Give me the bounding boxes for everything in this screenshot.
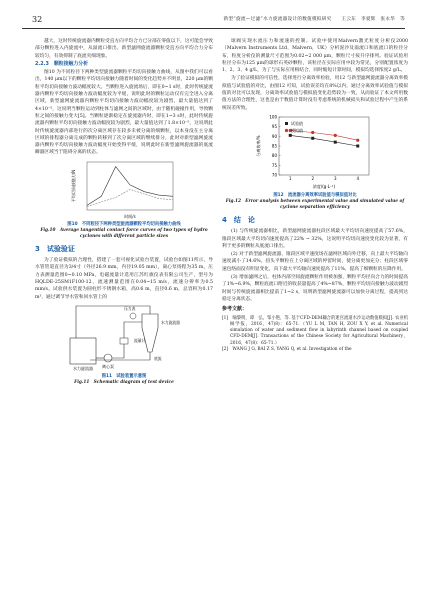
y-tick-label: 100 [269,114,277,120]
figure-10-chart [69,158,179,220]
water-tank-label: 水力旋流器 [73,365,93,371]
legend-marker-experimental [285,122,288,125]
fig10-y-label: 平均切向接触力/N [71,169,76,202]
figure-10-caption [35,222,213,240]
paragraph: 图10 为不同粒径下两种类型旋流器颗粒平均切向接触力曲线，从图中我们可以看出，140 μm以下的颗粒平均切向接触力随着时间的变化趋势并不明显，220 μm的颗粒平均切向接触力波动幅度较大。当颗粒进入旋流场后，即在0~1 s时，此时传统旋流器内颗粒平均切向接触力波动幅度较为平缓，说明此时的颗粒运动仅有完全进入分离区域，新型滤网旋流器内颗粒平均切向接触力波动幅度较为剧烈，最大量值达到了4×10⁻⁵，这说明当颗粒运动到柱体与滤网之间的区域时，由于随机碰撞作用，导致颗粒之间的接触力变大[5]。当颗粒逐渐稳定在旋流器内时，即在1~3 s时，此时传统旋流器内颗粒平均切向接触力波动幅度较为剧烈，最大量值达到了1.8×10⁻⁵，这说明此时传统旋流器内部进行的次分离区域存在较多未被分离的细颗粒，以本身没在主分离区域的排程器分离完成的颗粒转移到了次分离区域的继续排分，此时对新型滤网旋流器内颗粒平均切向接触力波动幅度开始变得平缓，说明此时在新型滤网旋流器的底流瞬器区域当于阻碍分离的状态。 [35,70,213,156]
figure-11-caption [35,374,213,386]
paragraph: 越大，这时传统旋流器内颗粒受直方向平均合力已分部在零值以下，这可能会导致部分颗粒进入内旋流中，从溢流口排出，新型滤网旋流器颗粒受直方向平均合力分布较均匀，有效抑制了底流夹细现象。 [35,39,213,59]
y-tick-label: 80 [271,153,277,159]
data-point [334,141,337,144]
conclusion-3: (3) 增加滤网之后，柱体内部空间旋流颗粒作用被加强，颗粒平均径向合力的时间提高了1%~6.9%，颗粒底流口附近的收获量提高了4%~87%，颗粒平均切向接触力波动剧烈时间与传统旋流器相比提前了1~2 s，说明新型滤网旋流器可以加快分离过程，提高到达稳定分离状态。 [222,275,408,302]
legend-label-experimental: 试验值 [291,120,303,126]
paragraph: 球阀实现水流压力和流速的控制。试验中使用Malvern激光粒度分析仪2000（Malvern Instruments Ltd，Malvern，UK）分析泥沙及溢流口和底流口的粒径分布，粒度分析仪的测量尺寸范围为0.02~2 000 μm，颗粒尺寸按升序排列。验证试验用粒径分布为125 μm的球形石英砂颗粒，该粒径在实际应用中较为常见，分别配置浓度为1、2、3、4 g/L，为了与实际应用相结合，同时缩短计算时间，模拟均选择浓度2 g/L。 [222,39,408,74]
running-title: 新型“旋流—过滤”水力旋流器设计的数值模拟研究 王云东 李爱辉 张永华 等 [223,17,405,22]
y-tick-label: 95 [271,124,277,130]
section-heading-4: 4 结 论 [222,215,255,224]
x-tick-label: 4 [356,175,360,181]
fig10-caption-cn: 图10 不同粒径下两种类型旋流器颗粒平均切向接触力曲线 [67,221,181,227]
data-point [289,134,292,137]
chart-x-label: 浓度/(g·L⁻¹) [312,183,336,189]
references-heading: 参考文献： [222,306,248,313]
figure-11-schematic [64,302,184,372]
data-point [311,137,314,140]
figure-12-chart [255,113,375,191]
pressure-gauge-shape [130,313,136,319]
chart-y-label: 分离效率/% [256,135,261,157]
legend-label-simulated: 模拟值 [291,127,303,133]
conclusion-1: (1) 与传统旋流器相比，新型滤网旋流器柱段区域最大平均切向速度提高了57.6%，锥段区域最大平均切向速度提高了22% ~ 32%，这说明平均切向速度变化较为显著，有利于更多的颗粒从底流口排出。 [222,229,408,249]
paragraph: 为了验证模拟的可信性，选择进行分离效率检验，用12 与新型滤网旋流器分离效率模拟值与试验值的对比，由图12 可知，试验误差均在8%以内，通过分离效率试验值与模拟值的对比可以发现，分离效率试验值与模拟值变化趋势较为一致，从而验证了本文所用数值方法的合理性，这也是由于数值计算时没有考虑系统的机械损失和试验过程中产生的系统误差所致。 [222,76,408,111]
running-header [22,16,405,29]
legend-marker-simulated [285,129,288,132]
right-column [222,38,408,353]
data-point [356,144,359,147]
y-tick-label: 75 [271,162,277,168]
section-heading-3: 3 试验验证 [35,244,75,253]
fig12-caption-en: Fig.12 Error analysis between experimental value and simulated value of cyclone separation efficiency [225,198,405,210]
x-tick-group [289,176,360,181]
conclusion-2: (2) 对于新型滤网旋流器，锥段区域平速度场在滤网区域向外迁移，向上最大平均轴向速度减小了14.6%，扭头平颗粒在上分离区域的停留时间，使分离更加充分；柱段区域零速包络面没有明显变化，向下最大平均轴向速度提高了11%，提高了细颗粒的压降作用。 [222,252,408,272]
subsection-heading: 2.2.3 颗粒接触力分析 [35,60,89,67]
fig10-caption-en: Fig.10 Average tangential contact force curves of two types of hydro cyclones with different particle sizes [40,227,208,239]
reference-item: [2] WANG J G, BAI Z S, YANG Q, et al. Investigation of the [222,347,352,353]
y-tick-label: 90 [271,133,277,139]
page-number: 32 [32,15,43,24]
figure-12-caption [222,193,408,211]
flow-meter-label: 流量计 [134,337,146,343]
x-tick-label: 1 [288,175,292,181]
fig11-caption-cn: 图11 试验装置示意图 [101,373,147,379]
pump-shape [104,354,112,362]
fig11-caption-en: Fig.11 Schematic diagram of test device [74,379,174,385]
pump-label: 离心泵 [102,363,114,369]
hydrocyclone-label: 水力旋流器 [161,319,180,325]
data-point [311,131,314,134]
paragraph: 为了验证模拟的合理性，搭建了一套可视化试验台装置，试验台如图11所示，导水管管道直径为3/4寸（外径26.9 mm，内径19.05 mm），离心泵扬程为35 m，压力表测量范围0~0.10 MPa，电磁流量计选用江苏红旗仪表有限公司生产，型号为HQLDE-25SM1F100-12，流速测量范围在0.04~15 m/s，流速分辨率为0.5 mm/s。试验供水装置为圆柱形不锈钢水箱，高0.6 m，直径0.6 m，总容积为0.17 m³，通过调节导水管和回水管上的 [35,258,213,300]
x-tick-label: 3 [333,175,337,181]
x-tick-label: 2 [311,175,315,181]
fig12-caption-cn: 图12 流流器分离效率试验值与模拟值对比 [273,192,357,198]
data-point [334,134,337,137]
fig10-x-label: 时间/s [124,213,136,219]
data-point [356,139,359,142]
y-tick-label: 70 [271,172,277,178]
underflow-label: 底流 [154,355,162,361]
y-tick-label: 85 [271,143,277,149]
reference-item: [1] 喻黎明，谭 弘，邹小艳，等. 基于CFD-DEM耦合的迷宫流道水沙运动数值模拟[J]. 农业机械学报，2016，47(8)：65-71.（YU L M, TAN H, ZOU X Y, et al. Numerical simulation of water and sediment flow in labyrinth channel based on coupled CFD-DEM[J]. Transactions of the Chinese Society for Agricultural Machinery，2016，47(8)：65-71.） [222,315,408,346]
left-column [35,38,213,391]
pressure-gauge-label: 压力表 [124,305,136,311]
hydrocyclone-shape [142,314,158,352]
flow-meter-shape [120,338,128,344]
pipe-line [90,352,150,360]
